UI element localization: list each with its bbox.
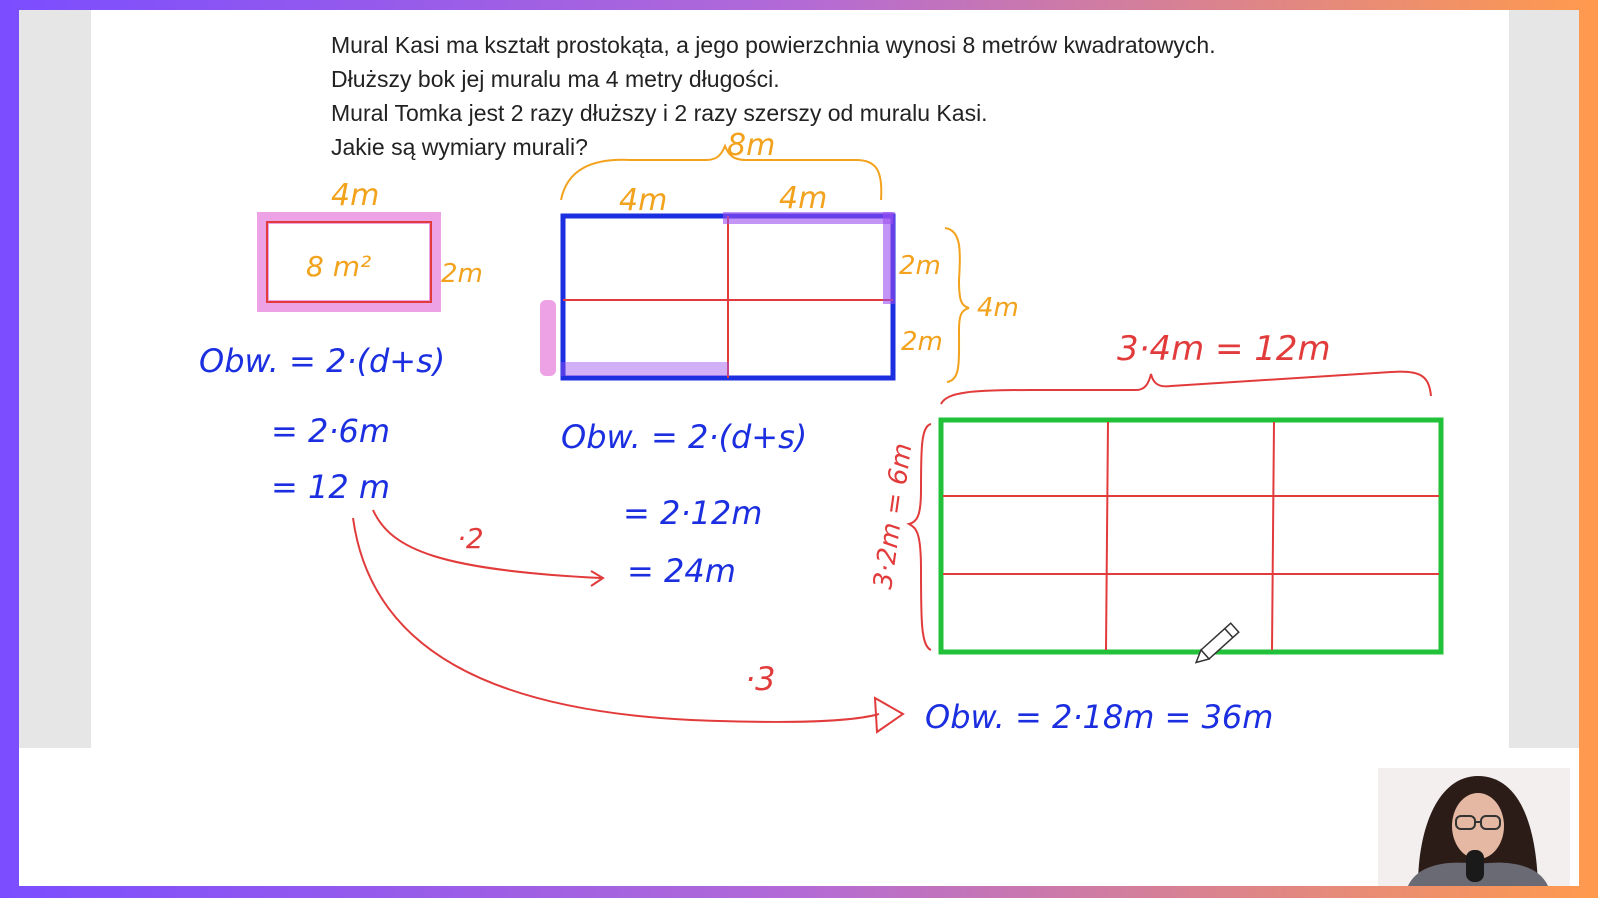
- tomka-left-half-label: 4m: [619, 183, 668, 218]
- right-margin: [1509, 10, 1579, 748]
- presenter-video: [1378, 768, 1570, 886]
- multiplier-3-label: ·3: [745, 660, 776, 698]
- tomka-perimeter-result: = 24m: [627, 552, 736, 590]
- tomka-highlight-left: [540, 300, 556, 376]
- large-mural-col-divider: [1272, 422, 1274, 650]
- tomka-right-half-label: 4m: [779, 181, 828, 216]
- arrow-times-3: [353, 518, 879, 722]
- problem-line: Dłuższy bok jej muralu ma 4 metry długości.: [331, 66, 780, 92]
- problem-line: Mural Kasi ma kształt prostokąta, a jego powierzchnia wynosi 8 metrów kwadratowych.: [331, 32, 1216, 58]
- pencil-icon: [1192, 623, 1239, 667]
- kasi-perimeter-formula: Obw. = 2·(d+s): [199, 342, 446, 380]
- kasi-area-label: 8 m²: [306, 250, 372, 283]
- tomka-length-brace: [561, 146, 881, 200]
- problem-line: Mural Tomka jest 2 razy dłuższy i 2 razy szerszy od muralu Kasi.: [331, 100, 988, 126]
- large-mural: [909, 372, 1441, 652]
- tomka-perimeter-step: = 2·12m: [623, 494, 763, 532]
- drawing-layer: [91, 10, 1509, 748]
- webcam-overlay: [1378, 768, 1570, 886]
- kasi-perimeter-result: = 12 m: [271, 468, 391, 506]
- large-mural-perimeter: Obw. = 2·18m = 36m: [925, 698, 1274, 736]
- problem-line: Jakie są wymiary murali?: [331, 134, 588, 160]
- whiteboard: [91, 10, 1509, 748]
- kasi-length-label: 4m: [331, 178, 380, 213]
- tomka-perimeter-formula: Obw. = 2·(d+s): [561, 418, 808, 456]
- left-margin: [19, 10, 91, 748]
- arrow-times-2: [373, 510, 601, 578]
- large-mural-height-label: 3·2m = 6m: [868, 441, 919, 591]
- large-mural-outline: [941, 420, 1441, 652]
- scaling-arrows: [353, 510, 903, 732]
- presentation-frame: [19, 10, 1579, 886]
- kasi-perimeter-step: = 2·6m: [271, 412, 391, 450]
- tomka-height-brace: [945, 228, 969, 382]
- arrow-head: [875, 698, 903, 732]
- tomka-top-height-label: 2m: [899, 251, 941, 281]
- large-mural-col-divider: [1106, 422, 1108, 650]
- large-mural-length-brace: [941, 372, 1431, 404]
- multiplier-2-label: ·2: [457, 522, 484, 555]
- kasi-width-label: 2m: [441, 259, 483, 289]
- tomka-highlight-bottom: [561, 362, 729, 376]
- tomka-total-height-label: 4m: [977, 293, 1019, 323]
- tomka-highlight-right: [883, 212, 895, 304]
- tomka-total-length-label: 8m: [727, 128, 776, 163]
- large-mural-length-label: 3·4m = 12m: [1117, 329, 1331, 369]
- tomka-bottom-height-label: 2m: [901, 327, 943, 357]
